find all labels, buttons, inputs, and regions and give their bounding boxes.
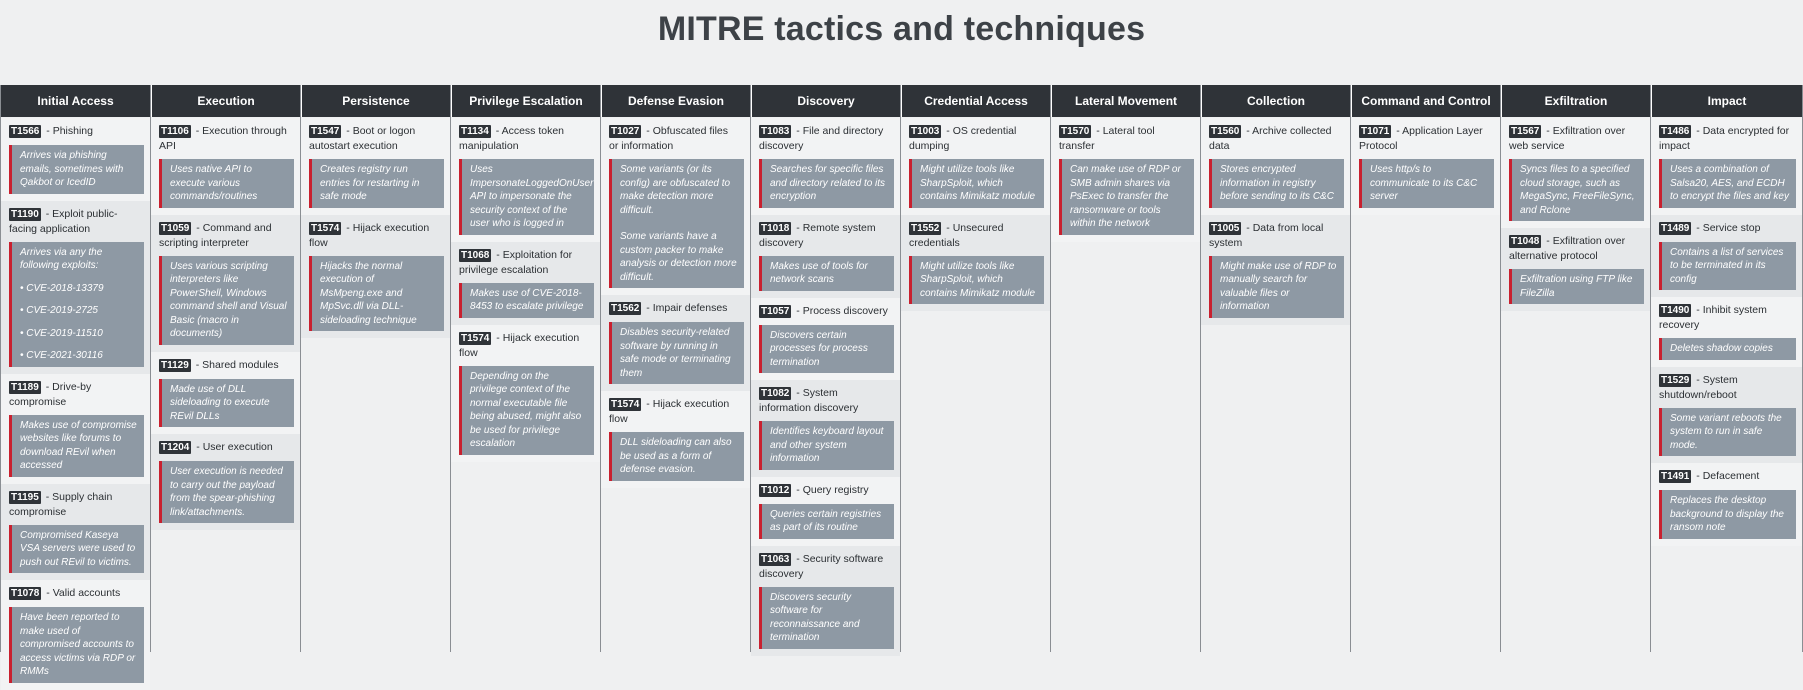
technique-list [901,117,1050,311]
technique-item [1201,215,1350,325]
technique-note [159,256,294,345]
technique-item [1651,297,1802,367]
technique-id-badge: T1566 [11,126,40,137]
note-text: Compromised Kaseya VSA servers were used to push out REvil to victims. [20,529,136,568]
technique-id-badge: T1570 [1061,126,1090,137]
technique-note [309,256,444,332]
technique-note [1509,269,1644,304]
technique-id-badge: T1129 [161,359,189,371]
technique-item [601,391,750,488]
technique-item [1651,367,1802,464]
technique-id-badge: T1027 [611,126,640,137]
cve-list [20,282,138,363]
note-text: Uses http/s to communicate to its C&C server [1370,164,1478,202]
technique-id-badge: T1489 [1661,222,1690,234]
cve-item: • CVE-2019-11510 [20,327,138,341]
tactic-column [450,85,600,652]
technique-item [1,201,150,374]
note-text: Uses native API to execute various commands/routines [170,164,258,202]
technique-note [909,256,1044,305]
technique-title: T1486 - Data encrypted for impact [1659,125,1790,152]
note-text: User execution is needed to carry out the payload from the spear-phishing link/attachments. [170,466,283,518]
technique-title: T1562 - Impair defenses [611,302,728,314]
note-text: Some variants have a custom packer to make analysis or detection more difficult. [620,231,737,283]
technique-note [9,242,144,367]
technique-title: T1552 - Unsecured credentials [909,221,1004,249]
technique-title: T1063 - Security software discovery [759,552,884,580]
technique-title: T1547 - Boot or logon autostart execution [309,125,416,152]
technique-note [909,159,1044,208]
technique-title: T1129 - Shared modules [161,358,279,371]
tactic-column [750,85,900,652]
technique-item [301,215,450,339]
technique-note [759,256,894,291]
technique-title: T1057 - Process discovery [761,304,888,317]
note-text: Queries certain registries as part of its routine [770,508,882,533]
tactic-header: Exfiltration [1501,85,1650,117]
technique-title: T1190 - Exploit public-facing application [9,207,118,235]
tactic-header: Initial Access [1,85,150,117]
technique-note [1659,159,1796,208]
note-text: Exfiltration using FTP like FileZilla [1520,274,1633,299]
note-text: Arrives via phishing emails, sometimes with Qakbot or IcedID [20,150,124,188]
technique-id-badge: T1082 [761,388,790,399]
technique-item [1051,118,1200,242]
note-text: Discovers security software for reconnaissance and termination [770,591,860,643]
note-text: Replaces the desktop background to display the ransom note [1670,495,1784,533]
technique-item [1,118,150,201]
technique-title: T1560 - Archive collected data [1209,125,1332,152]
technique-name: User execution [202,441,273,453]
technique-list [1351,117,1500,215]
tactic-column [1350,85,1500,652]
technique-note [159,461,294,523]
note-text: Hijacks the normal execution of MsMpeng.exe and MpSvc.dll via DLL-sideloading technique [320,260,417,326]
technique-list [1051,117,1200,242]
technique-title: T1567 - Exfiltration over web service [1509,125,1626,152]
technique-list [1201,117,1350,325]
technique-id-badge: T1486 [1661,126,1690,137]
tactic-header: Execution [151,85,300,117]
note-text: Searches for specific files and directory related to its encryption [770,164,886,202]
note-text: Have been reported to make used of compromised accounts to access victims via RDP or RMMs [20,612,136,677]
technique-id-badge: T1134 [461,126,489,137]
note-text: Made use of DLL sideloading to execute REvil DLLs [170,383,270,422]
tactic-header: Collection [1201,85,1350,117]
technique-id-badge: T1529 [1661,374,1690,386]
technique-item [151,118,300,215]
technique-note [1509,159,1644,221]
technique-note [1659,242,1796,291]
technique-item [1,484,150,581]
technique-id-badge: T1574 [611,399,640,410]
note-text: Some variants (or its config) are obfuscated to make detection more difficult. [620,164,731,216]
technique-title: T1027 - Obfuscated files or information [609,125,728,152]
technique-id-badge: T1068 [461,249,490,261]
technique-id-badge: T1491 [1661,471,1690,482]
technique-name: OS credential dumping [909,125,1017,152]
technique-list [601,117,750,488]
technique-name: Lateral tool transfer [1059,125,1155,152]
technique-id-badge: T1078 [11,588,40,599]
technique-id-badge: T1204 [161,442,190,453]
technique-item [751,215,900,298]
note-text: Disables security-related software by running in safe mode or terminating them [620,327,731,379]
technique-title: T1083 - File and directory discovery [759,125,884,152]
tactic-header: Defense Evasion [601,85,750,117]
technique-name: Access token manipulation [459,125,565,152]
technique-title: T1106 - Execution through API [159,125,287,152]
technique-note [1659,408,1796,457]
note-text: Discovers certain processes for process termination [770,329,868,368]
technique-item [1501,118,1650,228]
technique-name: System shutdown/reboot [1659,373,1738,401]
technique-id-badge: T1195 [11,491,39,503]
technique-item [1501,228,1650,311]
technique-title: T1018 - Remote system discovery [759,221,876,249]
technique-note [9,145,144,194]
tactic-column [1200,85,1350,652]
technique-name: Impair defenses [652,302,728,314]
technique-name: Exfiltration over web service [1509,125,1626,152]
technique-item [751,546,900,656]
page-title: MITRE tactics and techniques [657,10,1146,48]
technique-title: T1489 - Service stop [1661,221,1761,234]
tactic-header: Credential Access [901,85,1050,117]
technique-title: T1082 - System information discovery [759,387,859,414]
technique-item [151,215,300,352]
note-text: Makes use of CVE-2018-8453 to escalate privilege [470,287,584,312]
technique-id-badge: T1190 [11,208,39,220]
note-text: Can make use of RDP or SMB admin shares via PsExec to transfer the ransomware or tools within the network [1070,164,1181,229]
technique-note [609,322,744,384]
note-text: Stores encrypted information in registry before sending to its C&C [1220,164,1334,202]
technique-title: T1012 - Query registry [761,483,869,496]
cve-item: • CVE-2019-2725 [20,304,138,318]
technique-id-badge: T1560 [1211,126,1240,137]
technique-title: T1570 - Lateral tool transfer [1059,125,1155,152]
technique-title: T1189 - Drive-by compromise [9,380,92,408]
technique-name: Boot or logon autostart execution [309,125,416,152]
technique-name: Service stop [1702,221,1761,234]
technique-id-badge: T1083 [761,126,790,137]
technique-note [609,432,744,481]
cve-item: • CVE-2021-30116 [20,349,138,363]
note-text: Identifies keyboard layout and other system information [770,426,884,464]
note-text: Deletes shadow copies [1670,343,1773,354]
technique-note [609,159,744,288]
technique-note [309,159,444,208]
technique-id-badge: T1063 [761,553,790,565]
technique-name: Security software discovery [759,552,884,580]
technique-title: T1529 - System shutdown/reboot [1659,373,1738,401]
tactic-header: Impact [1651,85,1802,117]
technique-item [751,298,900,381]
tactics-board [0,85,1803,677]
technique-note [1359,159,1494,208]
technique-item [301,118,450,215]
technique-item [451,325,600,462]
technique-name: Command and scripting interpreter [159,221,272,249]
note-text: Arrives via any the following exploits: [20,246,103,271]
technique-item [1201,118,1350,215]
note-text: Creates registry run entries for restarting in safe mode [320,164,420,202]
tactic-header: Persistence [301,85,450,117]
technique-note [1209,256,1344,318]
technique-name: Execution through API [159,125,287,152]
technique-name: Shared modules [202,358,279,371]
technique-name: Data encrypted for impact [1659,125,1790,152]
technique-id-badge: T1574 [311,222,340,234]
note-text: Depending on the privilege context of the normal executable file being abused, might also be used for privilege escalation [470,370,582,449]
technique-item [1651,118,1802,215]
technique-name: Query registry [802,483,869,496]
tactic-column [1650,85,1803,652]
tactic-header: Discovery [751,85,900,117]
technique-note [1659,490,1796,539]
technique-note [9,525,144,574]
technique-item [151,352,300,435]
note-text: Might make use of RDP to manually search for valuable files or information [1220,260,1337,312]
technique-name: Exploitation for privilege escalation [459,248,573,276]
technique-item [151,434,300,530]
note-text: Might utilize tools like SharpSploit, which contains Mimikatz module [920,164,1036,202]
technique-name: Inhibit system recovery [1659,304,1767,331]
technique-note [759,504,894,539]
tactic-column [900,85,1050,652]
technique-name: Archive collected data [1209,125,1332,152]
technique-note [1059,159,1194,235]
technique-name: Data from local system [1209,221,1324,249]
technique-item [1651,215,1802,298]
technique-list [301,117,450,338]
technique-list [751,117,900,656]
technique-id-badge: T1003 [911,126,940,137]
technique-title: T1491 - Defacement [1661,470,1760,482]
technique-item [751,477,900,546]
technique-name: Drive-by compromise [9,380,92,408]
tactic-column [1050,85,1200,652]
technique-title: T1003 - OS credential dumping [909,125,1017,152]
technique-name: Obfuscated files or information [609,125,728,152]
technique-item [901,118,1050,215]
technique-name: Exfiltration over alternative protocol [1509,235,1626,262]
note-text: Makes use of tools for network scans [770,260,868,285]
technique-title: T1059 - Command and scripting interpreter [159,221,272,249]
technique-list [151,117,300,530]
technique-id-badge: T1189 [11,381,39,393]
technique-title: T1574 - Hijack execution flow [459,331,580,359]
technique-name: Hijack execution flow [609,398,730,425]
technique-item [1351,118,1500,215]
technique-title: T1204 - User execution [161,441,273,453]
technique-note [459,159,594,235]
technique-item [601,118,750,295]
cve-item: • CVE-2018-13379 [20,282,138,296]
technique-note [759,325,894,374]
technique-id-badge: T1048 [1511,236,1540,247]
technique-title: T1078 - Valid accounts [11,587,121,599]
technique-note [159,159,294,208]
tactic-column [300,85,450,652]
technique-note [459,366,594,455]
technique-item [751,118,900,215]
technique-name: Process discovery [802,304,888,317]
technique-title: T1195 - Supply chain compromise [9,490,113,518]
technique-list [1,117,150,690]
technique-title: T1048 - Exfiltration over alternative protocol [1509,235,1626,262]
tactic-column [600,85,750,652]
technique-name: Unsecured credentials [909,221,1004,249]
note-text: DLL sideloading can also be used as a form of defense evasion. [620,437,732,475]
note-text: Makes use of compromise websites like forums to download REvil when accessed [20,419,137,471]
technique-title: T1574 - Hijack execution flow [309,221,430,249]
technique-item [451,118,600,242]
note-text: Uses ImpersonateLoggedOnUser API to impersonate the security context of the user who is logged in [470,164,594,229]
technique-note [9,415,144,477]
note-text: Might utilize tools like SharpSploit, which contains Mimikatz module [920,260,1036,299]
technique-note [159,379,294,428]
technique-name: Hijack execution flow [459,331,580,359]
technique-id-badge: T1018 [761,222,790,234]
technique-name: File and directory discovery [759,125,884,152]
technique-id-badge: T1059 [161,222,190,234]
technique-item [601,295,750,391]
technique-name: Phishing [52,125,93,137]
tactic-column [1500,85,1650,652]
tactic-column [150,85,300,652]
technique-note [1659,338,1796,360]
technique-note [759,421,894,470]
note-text: Uses various scripting interpreters like PowerShell, Windows command shell and Visual Basic (macro in documents) [170,260,287,339]
technique-title: T1068 - Exploitation for privilege escalation [459,248,573,276]
technique-item [1651,463,1802,546]
technique-title: T1566 - Phishing [11,125,93,137]
technique-name: Hijack execution flow [309,221,430,249]
technique-id-badge: T1490 [1661,305,1690,316]
technique-title: T1490 - Inhibit system recovery [1659,304,1767,331]
technique-note [759,587,894,649]
technique-list [1501,117,1650,311]
technique-item [1,374,150,484]
technique-item [901,215,1050,312]
technique-id-badge: T1005 [1211,222,1240,234]
technique-id-badge: T1071 [1361,126,1390,137]
tactic-header: Command and Control [1351,85,1500,117]
technique-note [459,283,594,318]
technique-name: Defacement [1702,470,1760,482]
technique-name: System information discovery [759,387,859,414]
technique-id-badge: T1562 [611,303,640,314]
technique-name: Supply chain compromise [9,490,113,518]
technique-list [451,117,600,462]
technique-name: Remote system discovery [759,221,876,249]
technique-title: T1134 - Access token manipulation [459,125,565,152]
technique-title: T1574 - Hijack execution flow [609,398,730,425]
technique-id-badge: T1574 [461,332,490,344]
tactic-header: Privilege Escalation [451,85,600,117]
technique-item [751,380,900,477]
technique-note [759,159,894,208]
note-text: Syncs files to a specified cloud storage, such as MegaSync, FreeFileSync, and Rclone [1520,164,1635,216]
technique-id-badge: T1547 [311,126,340,137]
technique-id-badge: T1057 [761,305,790,317]
technique-item [1,580,150,690]
technique-title: T1071 - Application Layer Protocol [1359,125,1483,152]
technique-id-badge: T1552 [911,222,940,234]
note-text: Contains a list of services to be terminated in its config [1670,246,1784,285]
technique-id-badge: T1012 [761,484,790,496]
note-text: Uses a combination of Salsa20, AES, and ECDH to encrypt the files and key [1670,164,1789,202]
note-text: Some variant reboots the system to run in safe mode. [1670,412,1782,451]
technique-list [1651,117,1802,546]
technique-name: Valid accounts [52,587,121,599]
technique-item [451,242,600,325]
technique-name: Exploit public-facing application [9,207,118,235]
technique-name: Application Layer Protocol [1359,125,1483,152]
tactic-column [0,85,150,677]
technique-id-badge: T1567 [1511,126,1540,137]
technique-note [9,607,144,683]
technique-title: T1005 - Data from local system [1209,221,1324,249]
technique-id-badge: T1106 [161,126,189,137]
technique-note [1209,159,1344,208]
tactic-header: Lateral Movement [1051,85,1200,117]
